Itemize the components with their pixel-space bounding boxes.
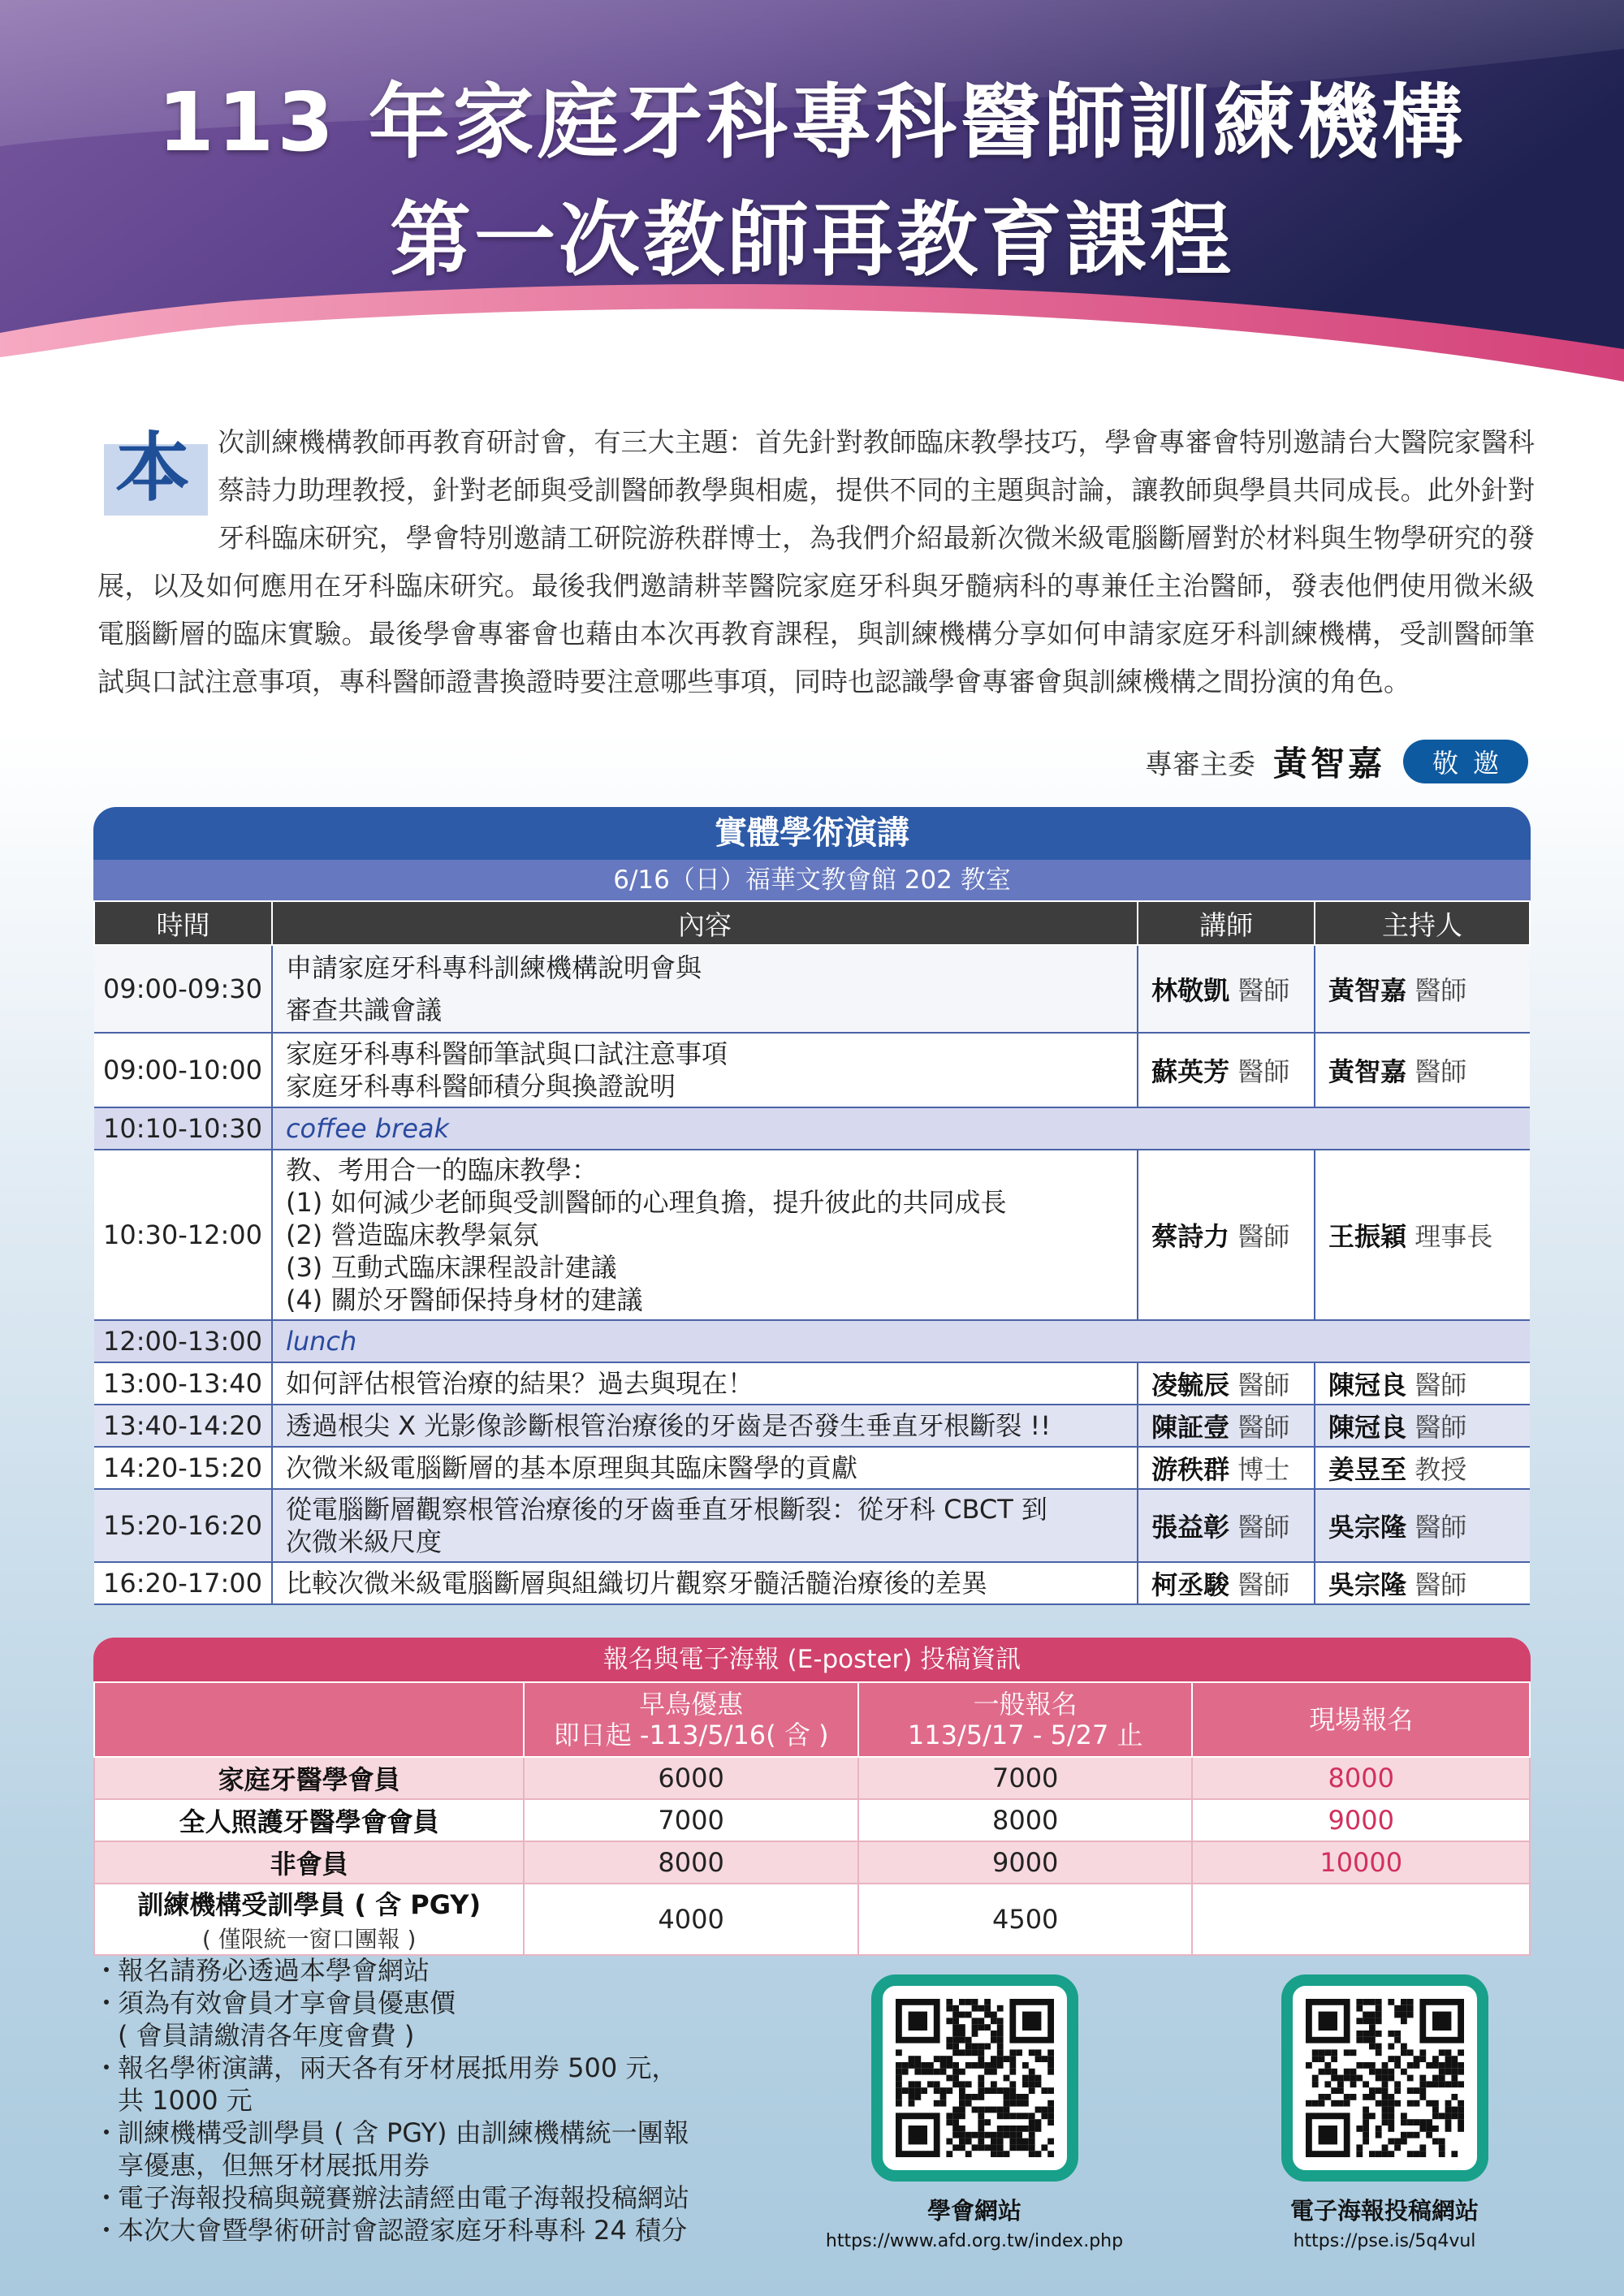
reg-col-general: 一般報名 113/5/17 - 5/27 止 bbox=[858, 1682, 1193, 1757]
qr-eposter-website[interactable] bbox=[1222, 1974, 1547, 2251]
col-header-content: 內容 bbox=[272, 901, 1138, 945]
bullet-icon: ・ bbox=[93, 2117, 120, 2148]
cell-host: 姜昱至 教授 bbox=[1315, 1447, 1530, 1489]
reg-col-blank bbox=[94, 1682, 524, 1757]
table-row bbox=[94, 1150, 1530, 1320]
cell-host: 黃智嘉 醫師 bbox=[1315, 945, 1530, 1033]
bullet-icon: ・ bbox=[93, 1955, 120, 1986]
cell-content: 次微米級電腦斷層的基本原理與其臨床醫學的貢獻 bbox=[272, 1447, 1138, 1489]
cell-content: 從電腦斷層觀察根管治療後的牙齒垂直牙根斷裂：從牙科 CBCT 到 次微米級尺度 bbox=[272, 1489, 1138, 1562]
cell-content: 申請家庭牙科專科訓練機構說明會與 審查共識會議 bbox=[272, 945, 1138, 1033]
cell-content: 透過根尖 X 光影像診斷根管治療後的牙齒是否發生垂直牙根斷裂 !! bbox=[272, 1405, 1138, 1447]
table-row bbox=[94, 1033, 1530, 1107]
col-header-host: 主持人 bbox=[1315, 901, 1530, 945]
cell-host: 王振穎 理事長 bbox=[1315, 1150, 1530, 1320]
list-item: ・ 電子海報投稿與競賽辦法請經由電子海報投稿網站 bbox=[93, 2182, 690, 2213]
table-row bbox=[94, 1489, 1530, 1562]
schedule-title: 實體學術演講 bbox=[93, 807, 1531, 860]
cell-host: 吳宗隆 醫師 bbox=[1315, 1562, 1530, 1604]
col-header-speaker: 講師 bbox=[1138, 901, 1315, 945]
table-row bbox=[94, 1107, 1530, 1150]
cell-time: 10:30-12:00 bbox=[94, 1150, 272, 1320]
table-row: 訓練機構受訓學員 ( 含 PGY) ( 僅限統一窗口團報 ) 4000 4500 bbox=[94, 1884, 1530, 1955]
signature-name: 黃智嘉 bbox=[1272, 744, 1385, 783]
schedule-table bbox=[93, 807, 1531, 1605]
list-item: ・ 本次大會暨學術研討會認證家庭牙科專科 24 積分 bbox=[93, 2215, 688, 2246]
cell-break: lunch bbox=[272, 1320, 1530, 1362]
table-row: 非會員 8000 9000 10000 bbox=[94, 1841, 1530, 1884]
registration-title: 報名與電子海報 (E-poster) 投稿資訊 bbox=[93, 1638, 1531, 1681]
list-item: ・ 報名請務必透過本學會網站 bbox=[93, 1955, 430, 1986]
reg-col-onsite: 現場報名 bbox=[1192, 1682, 1530, 1757]
col-header-time: 時間 bbox=[94, 901, 272, 945]
qr-url[interactable]: https://www.afd.org.tw/index.php bbox=[825, 2231, 1124, 2251]
page-title-line2: 第一次教師再教育課程 bbox=[390, 192, 1234, 287]
qr-url[interactable]: https://pse.is/5q4vul bbox=[1293, 2231, 1476, 2251]
cell-speaker: 柯丞駿 醫師 bbox=[1138, 1562, 1315, 1604]
table-row bbox=[94, 1362, 1530, 1405]
cell-speaker: 蘇英芳 醫師 bbox=[1138, 1033, 1315, 1107]
intro-paragraph bbox=[97, 418, 1535, 706]
bullet-icon: ・ bbox=[93, 2052, 120, 2083]
qr-code-icon bbox=[1306, 1999, 1464, 2157]
cell-time: 16:20-17:00 bbox=[94, 1562, 272, 1604]
cell-content: 比較次微米級電腦斷層與組織切片觀察牙髓活髓治療後的差異 bbox=[272, 1562, 1138, 1604]
cell-content: 家庭牙科專科醫師筆試與口試注意事項 家庭牙科專科醫師積分與換證說明 bbox=[272, 1033, 1138, 1107]
signature-role: 專審主委 bbox=[1144, 748, 1255, 781]
list-item: ・ 訓練機構受訓學員 ( 含 PGY) 由訓練機構統一團報 享優惠，但無牙材展抵用券 bbox=[93, 2117, 689, 2181]
bullet-icon: ・ bbox=[93, 1987, 120, 2018]
notes-list bbox=[93, 1954, 775, 2246]
table-row: 家庭牙醫學會員 6000 7000 8000 bbox=[94, 1757, 1530, 1799]
qr-association-website[interactable] bbox=[812, 1974, 1137, 2251]
dropcap: 本 bbox=[73, 420, 208, 517]
list-item: ・ 報名學術演講，兩天各有牙材展抵用券 500 元， 共 1000 元 bbox=[93, 2052, 678, 2116]
cell-time: 12:00-13:00 bbox=[94, 1320, 272, 1362]
invitation-badge: 敬邀 bbox=[1403, 740, 1528, 783]
cell-content: 教、考用合一的臨床教學： (1) 如何減少老師與受訓醫師的心理負擔，提升彼此的共同成長 (2) 營造臨床教學氣氛 (3) 互動式臨床課程設計建議 (4) 關於牙醫師保持身材的建議 bbox=[272, 1150, 1138, 1320]
cell-speaker: 張益彰 醫師 bbox=[1138, 1489, 1315, 1562]
cell-speaker: 凌毓辰 醫師 bbox=[1138, 1362, 1315, 1405]
signature bbox=[1145, 739, 1528, 784]
reg-col-early: 早鳥優惠 即日起 -113/5/16( 含 ) bbox=[524, 1682, 858, 1757]
cell-time: 13:40-14:20 bbox=[94, 1405, 272, 1447]
cell-time: 14:20-15:20 bbox=[94, 1447, 272, 1489]
bullet-icon: ・ bbox=[93, 2215, 120, 2246]
page-title-line1: 113 年家庭牙科專科醫師訓練機構 bbox=[158, 75, 1466, 170]
list-item: ・ 須為有效會員才享會員優惠價 ( 會員請繳清各年度會費 ) bbox=[93, 1987, 456, 2051]
cell-speaker: 蔡詩力 醫師 bbox=[1138, 1150, 1315, 1320]
cell-host: 黃智嘉 醫師 bbox=[1315, 1033, 1530, 1107]
cell-speaker: 陳証壹 醫師 bbox=[1138, 1405, 1315, 1447]
table-row bbox=[94, 1447, 1530, 1489]
cell-host: 吳宗隆 醫師 bbox=[1315, 1489, 1530, 1562]
qr-code-icon bbox=[896, 1999, 1054, 2157]
cell-time: 15:20-16:20 bbox=[94, 1489, 272, 1562]
schedule-subtitle: 6/16（日）福華文教會館 202 教室 bbox=[93, 860, 1531, 900]
cell-speaker: 游秩群 博士 bbox=[1138, 1447, 1315, 1489]
qr-label: 電子海報投稿網站 bbox=[1289, 2197, 1479, 2225]
intro-text: 次訓練機構教師再教育研討會，有三大主題：首先針對教師臨床教學技巧，學會專審會特別邀請台大醫院家醫科蔡詩力助理教授，針對老師與受訓醫師教學與相處，提供不同的主題與討論，讓教師與學員共同成長。此外針對牙科臨床研究，學會特別邀請工研院游秩群博士，為我們介紹最新次微米級電腦斷層對於材料與生物學研究的發展，以及如何應用在牙科臨床研究。最後我們邀請耕莘醫院家庭牙科與牙髓病科的專兼任主治醫師，發表他們使用微米級電腦斷層的臨床實驗。最後學會專審會也藉由本次再教育課程，與訓練機構分享如何申請家庭牙科訓練機構，受訓醫師筆試與口試注意事項，專科醫師證書換證時要注意哪些事項，同時也認識學會專審會與訓練機構之間扮演的角色。 bbox=[97, 426, 1535, 697]
cell-time: 09:00-09:30 bbox=[94, 945, 272, 1033]
table-row bbox=[94, 945, 1530, 1033]
cell-speaker: 林敬凱 醫師 bbox=[1138, 945, 1315, 1033]
cell-break: coffee break bbox=[272, 1107, 1530, 1150]
table-row bbox=[94, 1405, 1530, 1447]
cell-time: 09:00-10:00 bbox=[94, 1033, 272, 1107]
cell-content: 如何評估根管治療的結果？過去與現在！ bbox=[272, 1362, 1138, 1405]
bullet-icon: ・ bbox=[93, 2182, 120, 2213]
table-row bbox=[94, 1320, 1530, 1362]
cell-time: 13:00-13:40 bbox=[94, 1362, 272, 1405]
table-row bbox=[94, 1562, 1530, 1604]
cell-host: 陳冠良 醫師 bbox=[1315, 1405, 1530, 1447]
registration-table bbox=[93, 1638, 1531, 1956]
qr-label: 學會網站 bbox=[926, 2197, 1021, 2225]
table-row: 全人照護牙醫學會會員 7000 8000 9000 bbox=[94, 1799, 1530, 1841]
cell-host: 陳冠良 醫師 bbox=[1315, 1362, 1530, 1405]
cell-time: 10:10-10:30 bbox=[94, 1107, 272, 1150]
